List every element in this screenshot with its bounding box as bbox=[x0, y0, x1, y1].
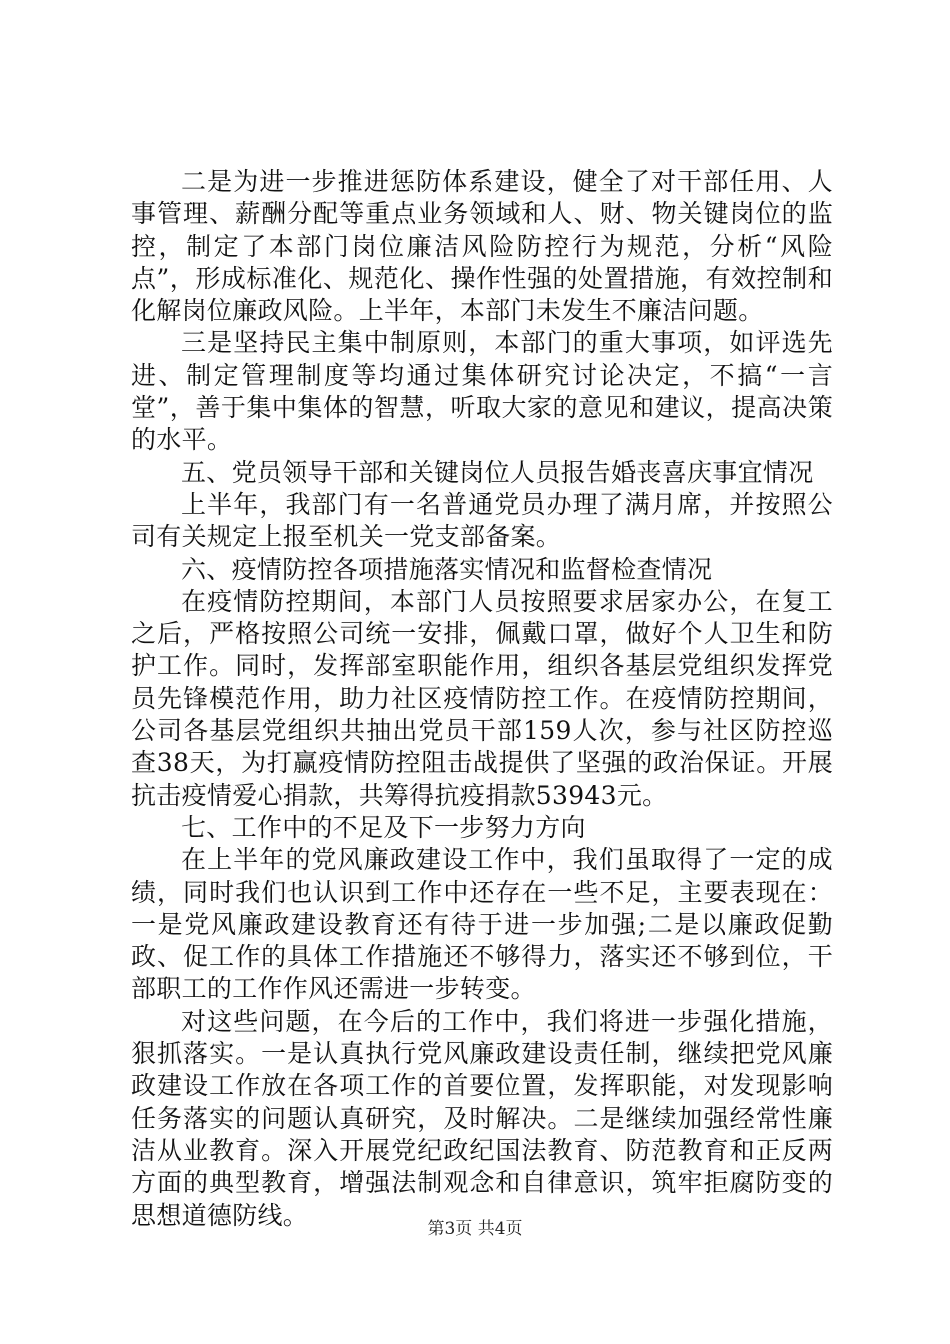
paragraph: 三是坚持民主集中制原则，本部门的重大事项，如评选先进、制定管理制度等均通过集体研究讨论决定，不搞“一言堂”，善于集中集体的智慧，听取大家的意见和建议，提高决策的水平。 bbox=[131, 328, 833, 455]
section-heading: 七、工作中的不足及下一步努力方向 bbox=[181, 812, 586, 842]
document-body bbox=[131, 166, 833, 1232]
page-number-footer: 第3页 共4页 bbox=[427, 1219, 523, 1239]
paragraph: 在上半年的党风廉政建设工作中，我们虽取得了一定的成绩，同时我们也认识到工作中还存在一些不足，主要表现在：一是党风廉政建设教育还有待于进一步加强;二是以廉政促勤政、促工作的具体工作措施还不够得力，落实还不够到位，干部职工的工作作风还需进一步转变。 bbox=[131, 845, 833, 1004]
section-heading: 六、疫情防控各项措施落实情况和监督检查情况 bbox=[181, 554, 713, 584]
section-heading: 五、党员领导干部和关键岗位人员报告婚丧喜庆事宜情况 bbox=[181, 457, 814, 487]
paragraph: 在疫情防控期间，本部门人员按照要求居家办公，在复工之后，严格按照公司统一安排，佩戴口罩，做好个人卫生和防护工作。同时，发挥部室职能作用，组织各基层党组织发挥党员先锋模范作用，助力社区疫情防控工作。在疫情防控期间，公司各基层党组织共抽出党员干部159人次，参与社区防控巡查38天，为打赢疫情防控阻击战提供了坚强的政治保证。开展抗击疫情爱心捐款，共筹得抗疫捐款53943元。 bbox=[131, 586, 833, 810]
paragraph: 对这些问题，在今后的工作中，我们将进一步强化措施，狠抓落实。一是认真执行党风廉政建设责任制，继续把党风廉政建设工作放在各项工作的首要位置，发挥职能，对发现影响任务落实的问题认真研究，及时解决。二是继续加强经常性廉洁从业教育。深入开展党纪政纪国法教育、防范教育和正反两方面的典型教育，增强法制观念和自律意识，筑牢拒腐防变的思想道德防线。 bbox=[131, 1006, 833, 1230]
paragraph: 二是为进一步推进惩防体系建设，健全了对干部任用、人事管理、薪酬分配等重点业务领域和人、财、物关键岗位的监控，制定了本部门岗位廉洁风险防控行为规范，分析“风险点”，形成标准化、规范化、操作性强的处置措施，有效控制和化解岗位廉政风险。上半年，本部门未发生不廉洁问题。 bbox=[131, 167, 833, 326]
paragraph: 上半年，我部门有一名普通党员办理了满月席，并按照公司有关规定上报至机关一党支部备案。 bbox=[131, 489, 833, 552]
